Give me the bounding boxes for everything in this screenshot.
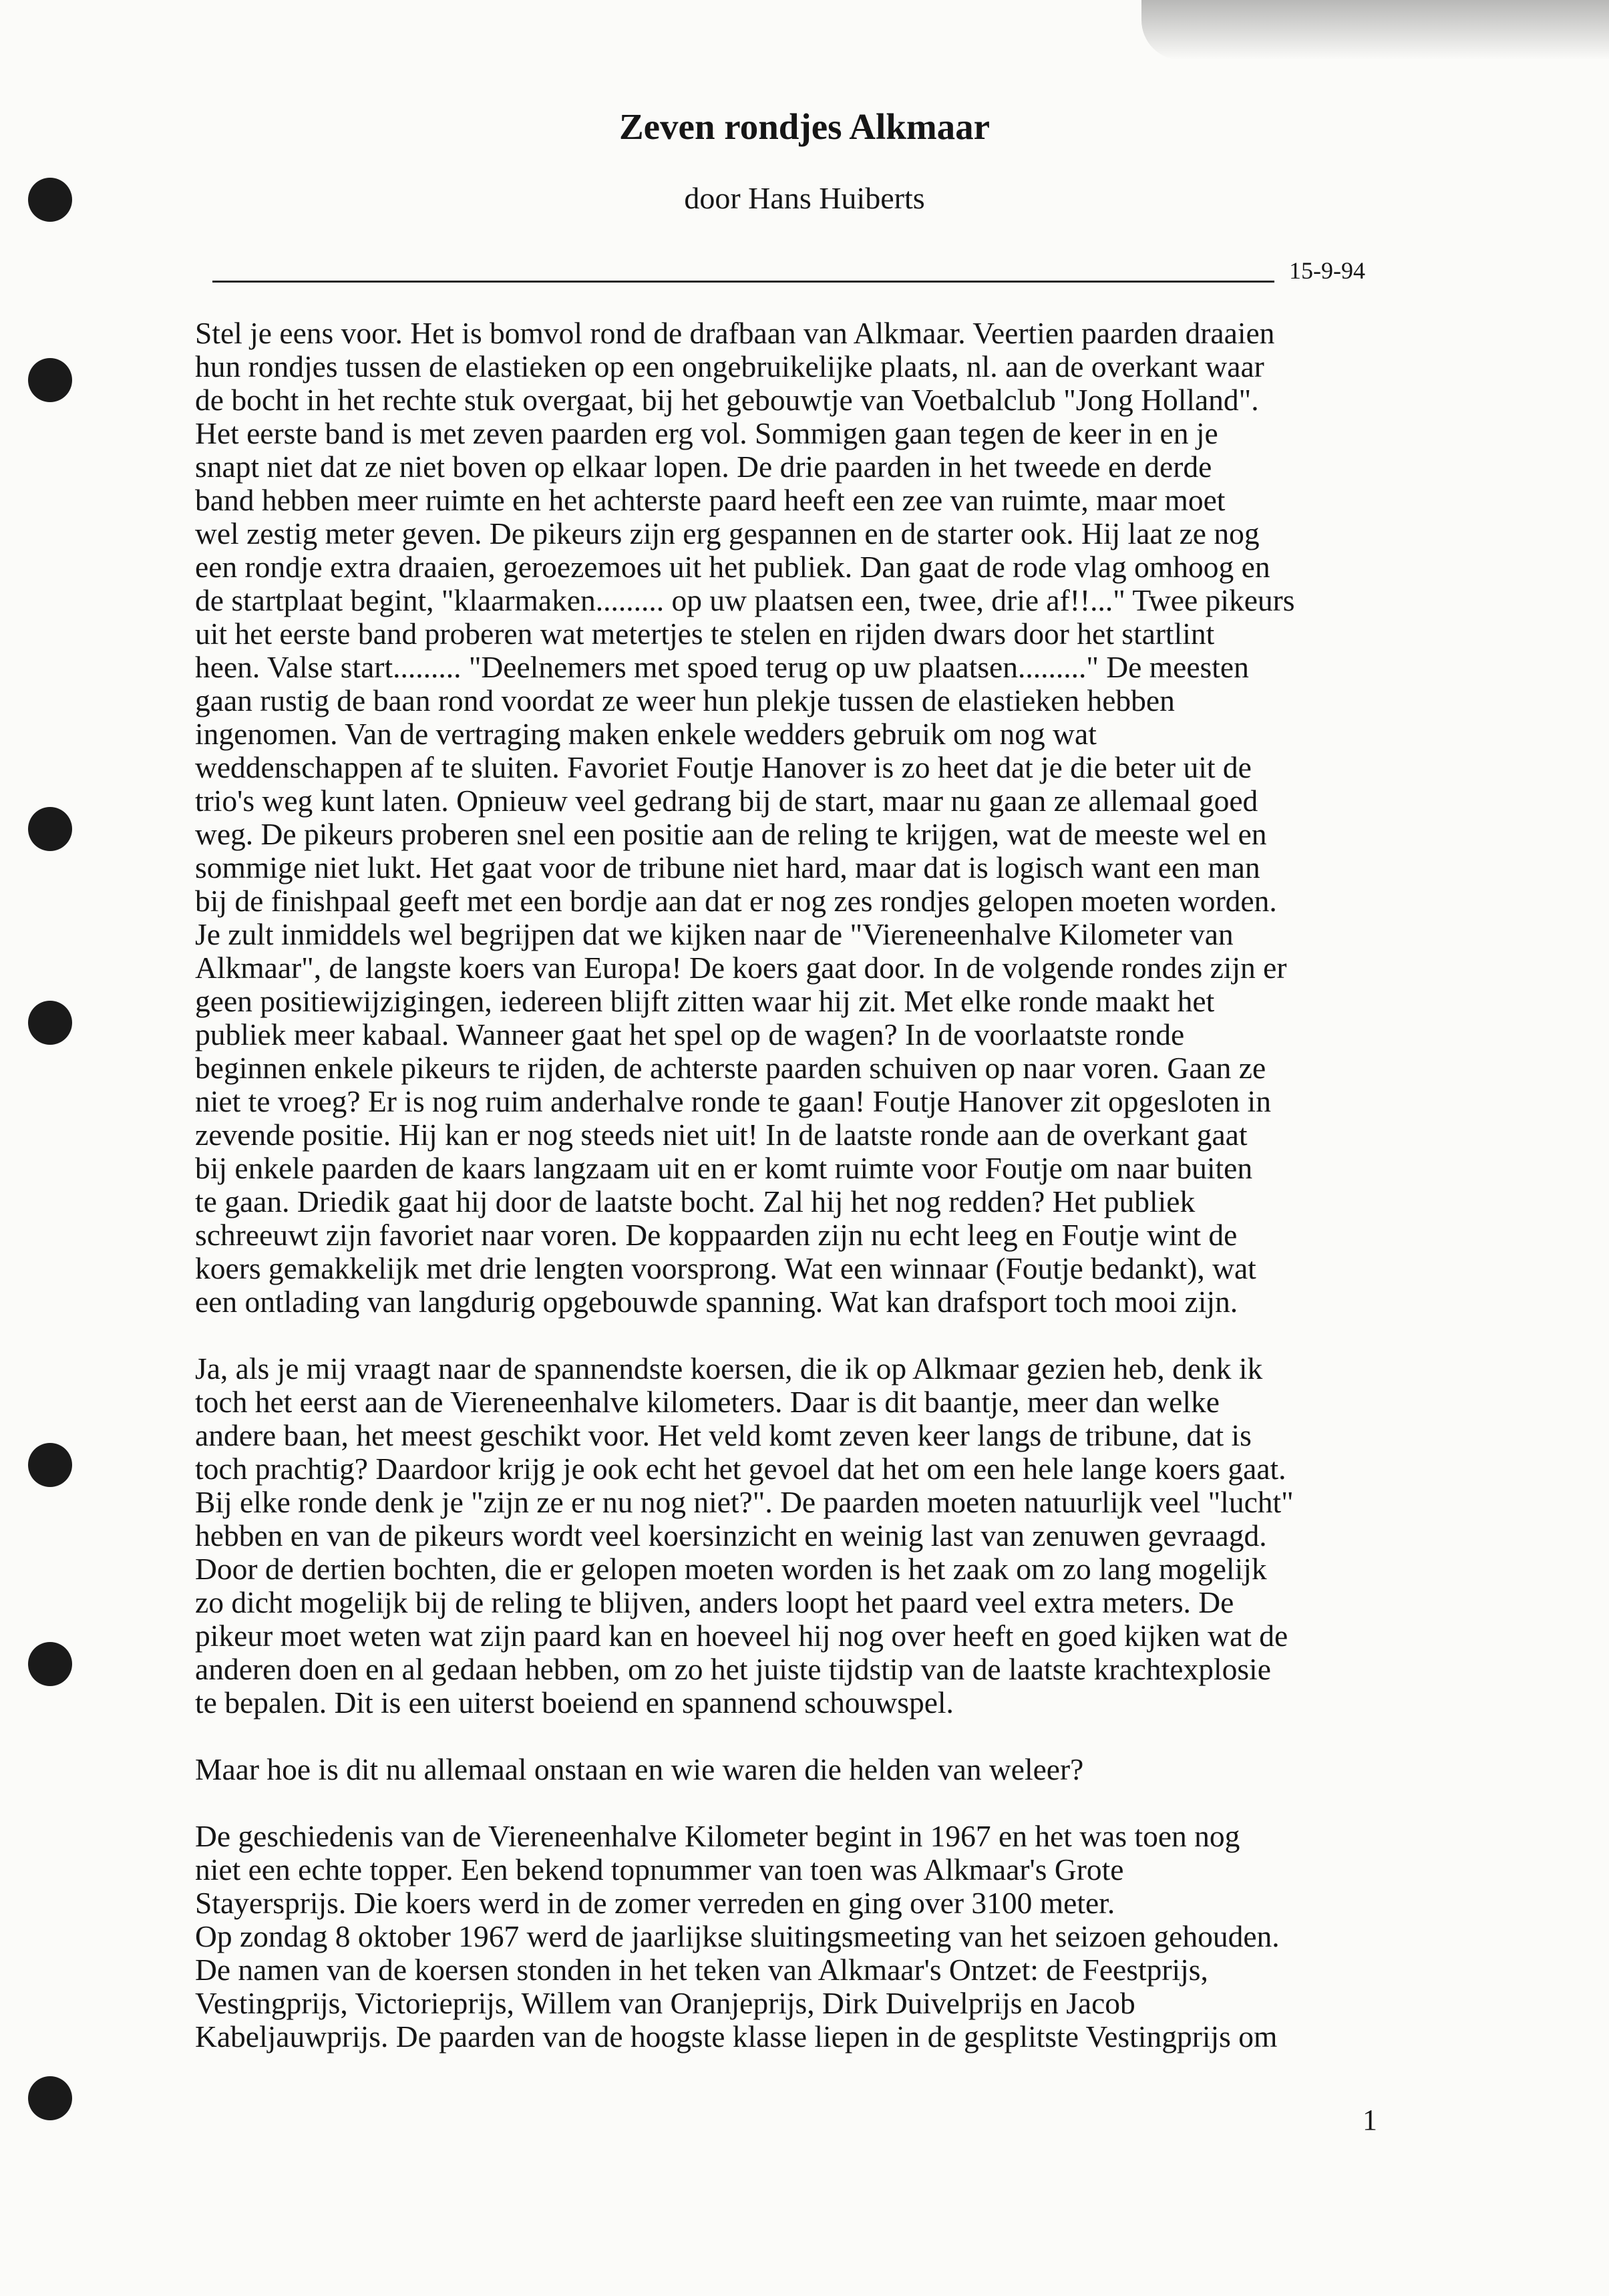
article-body bbox=[195, 317, 1494, 2054]
page-number: 1 bbox=[1363, 2104, 1377, 2136]
text-line: te bepalen. Dit is een uiterst boeiend en spannend schouwspel. bbox=[195, 1685, 954, 1719]
text-line: ingenomen. Van de vertraging maken enkele wedders gebruik om nog wat bbox=[195, 717, 1097, 751]
text-line: andere baan, het meest geschikt voor. Het veld komt zeven keer langs de tribune, dat is bbox=[195, 1418, 1252, 1452]
text-line: heen. Valse start......... "Deelnemers met spoed terug op uw plaatsen........." De meesten bbox=[195, 650, 1249, 684]
text-line: anderen doen en al gedaan hebben, om zo het juiste tijdstip van de laatste krachtexplosie bbox=[195, 1652, 1271, 1686]
document-title: Zeven rondjes Alkmaar bbox=[618, 106, 991, 147]
text-line: niet te vroeg? Er is nog ruim anderhalve ronde te gaan! Foutje Hanover zit opgesloten in bbox=[195, 1084, 1271, 1118]
header-divider bbox=[212, 281, 1274, 283]
text-line: de bocht in het rechte stuk overgaat, bij het gebouwtje van Voetbalclub "Jong Holland". bbox=[195, 383, 1259, 417]
author-line: door Hans Huiberts bbox=[684, 181, 925, 215]
text-line: Het eerste band is met zeven paarden erg vol. Sommigen gaan tegen de keer in en je bbox=[195, 416, 1218, 450]
text-line: zevende positie. Hij kan er nog steeds niet uit! In de laatste ronde aan de overkant gaat bbox=[195, 1118, 1248, 1152]
text-line: bij enkele paarden de kaars langzaam uit en er komt ruimte voor Foutje om naar buiten bbox=[195, 1151, 1253, 1185]
paragraph bbox=[195, 317, 1494, 1319]
text-line: toch prachtig? Daardoor krijg je ook echt het gevoel dat het om een hele lange koers gaat. bbox=[195, 1452, 1286, 1486]
text-line: De namen van de koersen stonden in het teken van Alkmaar's Ontzet: de Feestprijs, bbox=[195, 1953, 1208, 1987]
text-line: weg. De pikeurs proberen snel een positie aan de reling te krijgen, wat de meeste wel en bbox=[195, 817, 1267, 851]
text-line: pikeur moet weten wat zijn paard kan en hoeveel hij nog over heeft en goed kijken wat de bbox=[195, 1619, 1288, 1653]
text-line: Alkmaar", de langste koers van Europa! De koers gaat door. In de volgende rondes zijn er bbox=[195, 951, 1287, 985]
text-line: schreeuwt zijn favoriet naar voren. De koppaarden zijn nu echt leeg en Foutje wint de bbox=[195, 1218, 1238, 1252]
punch-hole-icon bbox=[28, 358, 72, 402]
punch-hole-icon bbox=[28, 1001, 72, 1045]
scan-edge-shadow bbox=[1141, 0, 1609, 60]
punch-hole-icon bbox=[28, 1443, 72, 1487]
paragraph bbox=[195, 1753, 1494, 1786]
paragraph bbox=[195, 1820, 1494, 2054]
text-line: uit het eerste band proberen wat metertjes te stelen en rijden dwars door het startlint bbox=[195, 617, 1215, 651]
text-line: Je zult inmiddels wel begrijpen dat we kijken naar de "Viereneenhalve Kilometer van bbox=[195, 917, 1234, 951]
text-line: beginnen enkele pikeurs te rijden, de achterste paarden schuiven op naar voren. Gaan ze bbox=[195, 1051, 1266, 1085]
document-date: 15-9-94 bbox=[1289, 257, 1365, 284]
text-line: hun rondjes tussen de elastieken op een ongebruikelijke plaats, nl. aan de overkant waar bbox=[195, 349, 1264, 383]
text-line: Maar hoe is dit nu allemaal onstaan en wie waren die helden van weleer? bbox=[195, 1752, 1084, 1786]
text-line: Stayersprijs. Die koers werd in de zomer verreden en ging over 3100 meter. bbox=[195, 1886, 1115, 1920]
text-line: hebben en van de pikeurs wordt veel koersinzicht en weinig last van zenuwen gevraagd. bbox=[195, 1518, 1267, 1552]
text-line: niet een echte topper. Een bekend topnummer van toen was Alkmaar's Grote bbox=[195, 1852, 1124, 1887]
punch-hole-icon bbox=[28, 2076, 72, 2120]
text-line: trio's weg kunt laten. Opnieuw veel gedrang bij de start, maar nu gaan ze allemaal goed bbox=[195, 784, 1258, 818]
text-line: zo dicht mogelijk bij de reling te blijven, anders loopt het paard veel extra meters. De bbox=[195, 1585, 1234, 1619]
text-line: toch het eerst aan de Viereneenhalve kilometers. Daar is dit baantje, meer dan welke bbox=[195, 1385, 1220, 1419]
punch-hole-icon bbox=[28, 807, 72, 851]
text-line: Kabeljauwprijs. De paarden van de hoogste klasse liepen in de gesplitste Vestingprijs om bbox=[195, 2019, 1278, 2054]
text-line: De geschiedenis van de Viereneenhalve Kilometer begint in 1967 en het was toen nog bbox=[195, 1819, 1240, 1853]
text-line: Door de dertien bochten, die er gelopen moeten worden is het zaak om zo lang mogelijk bbox=[195, 1552, 1267, 1586]
text-line: Op zondag 8 oktober 1967 werd de jaarlijkse sluitingsmeeting van het seizoen gehouden. bbox=[195, 1919, 1280, 1953]
text-line: Ja, als je mij vraagt naar de spannendste koersen, die ik op Alkmaar gezien heb, denk ik bbox=[195, 1351, 1263, 1385]
text-line: een rondje extra draaien, geroezemoes uit het publiek. Dan gaat de rode vlag omhoog en bbox=[195, 550, 1270, 584]
punch-hole-icon bbox=[28, 1642, 72, 1686]
text-line: weddenschappen af te sluiten. Favoriet Foutje Hanover is zo heet dat je die beter uit de bbox=[195, 750, 1252, 784]
paragraph bbox=[195, 1352, 1494, 1719]
text-line: geen positiewijzigingen, iedereen blijft zitten waar hij zit. Met elke ronde maakt het bbox=[195, 984, 1215, 1018]
text-line: snapt niet dat ze niet boven op elkaar lopen. De drie paarden in het tweede en derde bbox=[195, 450, 1212, 484]
text-line: gaan rustig de baan rond voordat ze weer hun plekje tussen de elastieken hebben bbox=[195, 683, 1175, 717]
text-line: koers gemakkelijk met drie lengten voorsprong. Wat een winnaar (Foutje bedankt), wat bbox=[195, 1251, 1256, 1285]
text-line: bij de finishpaal geeft met een bordje aan dat er nog zes rondjes gelopen moeten worden. bbox=[195, 884, 1277, 918]
text-line: band hebben meer ruimte en het achterste paard heeft een zee van ruimte, maar moet bbox=[195, 483, 1226, 517]
text-line: sommige niet lukt. Het gaat voor de tribune niet hard, maar dat is logisch want een man bbox=[195, 850, 1260, 884]
text-line: publiek meer kabaal. Wanneer gaat het spel op de wagen? In de voorlaatste ronde bbox=[195, 1017, 1185, 1051]
text-line: te gaan. Driedik gaat hij door de laatste bocht. Zal hij het nog redden? Het publiek bbox=[195, 1184, 1196, 1218]
text-line: de startplaat begint, "klaarmaken......... op uw plaatsen een, twee, drie af!!..." Twee pikeurs bbox=[195, 583, 1295, 617]
text-line: Bij elke ronde denk je "zijn ze er nu nog niet?". De paarden moeten natuurlijk veel "lucht" bbox=[195, 1485, 1294, 1519]
text-line: een ontlading van langdurig opgebouwde spanning. Wat kan drafsport toch mooi zijn. bbox=[195, 1285, 1238, 1319]
text-line: wel zestig meter geven. De pikeurs zijn erg gespannen en de starter ook. Hij laat ze nog bbox=[195, 516, 1260, 550]
text-line: Vestingprijs, Victorieprijs, Willem van Oranjeprijs, Dirk Duivelprijs en Jacob bbox=[195, 1986, 1135, 2020]
text-line: Stel je eens voor. Het is bomvol rond de drafbaan van Alkmaar. Veertien paarden draaien bbox=[195, 316, 1275, 350]
